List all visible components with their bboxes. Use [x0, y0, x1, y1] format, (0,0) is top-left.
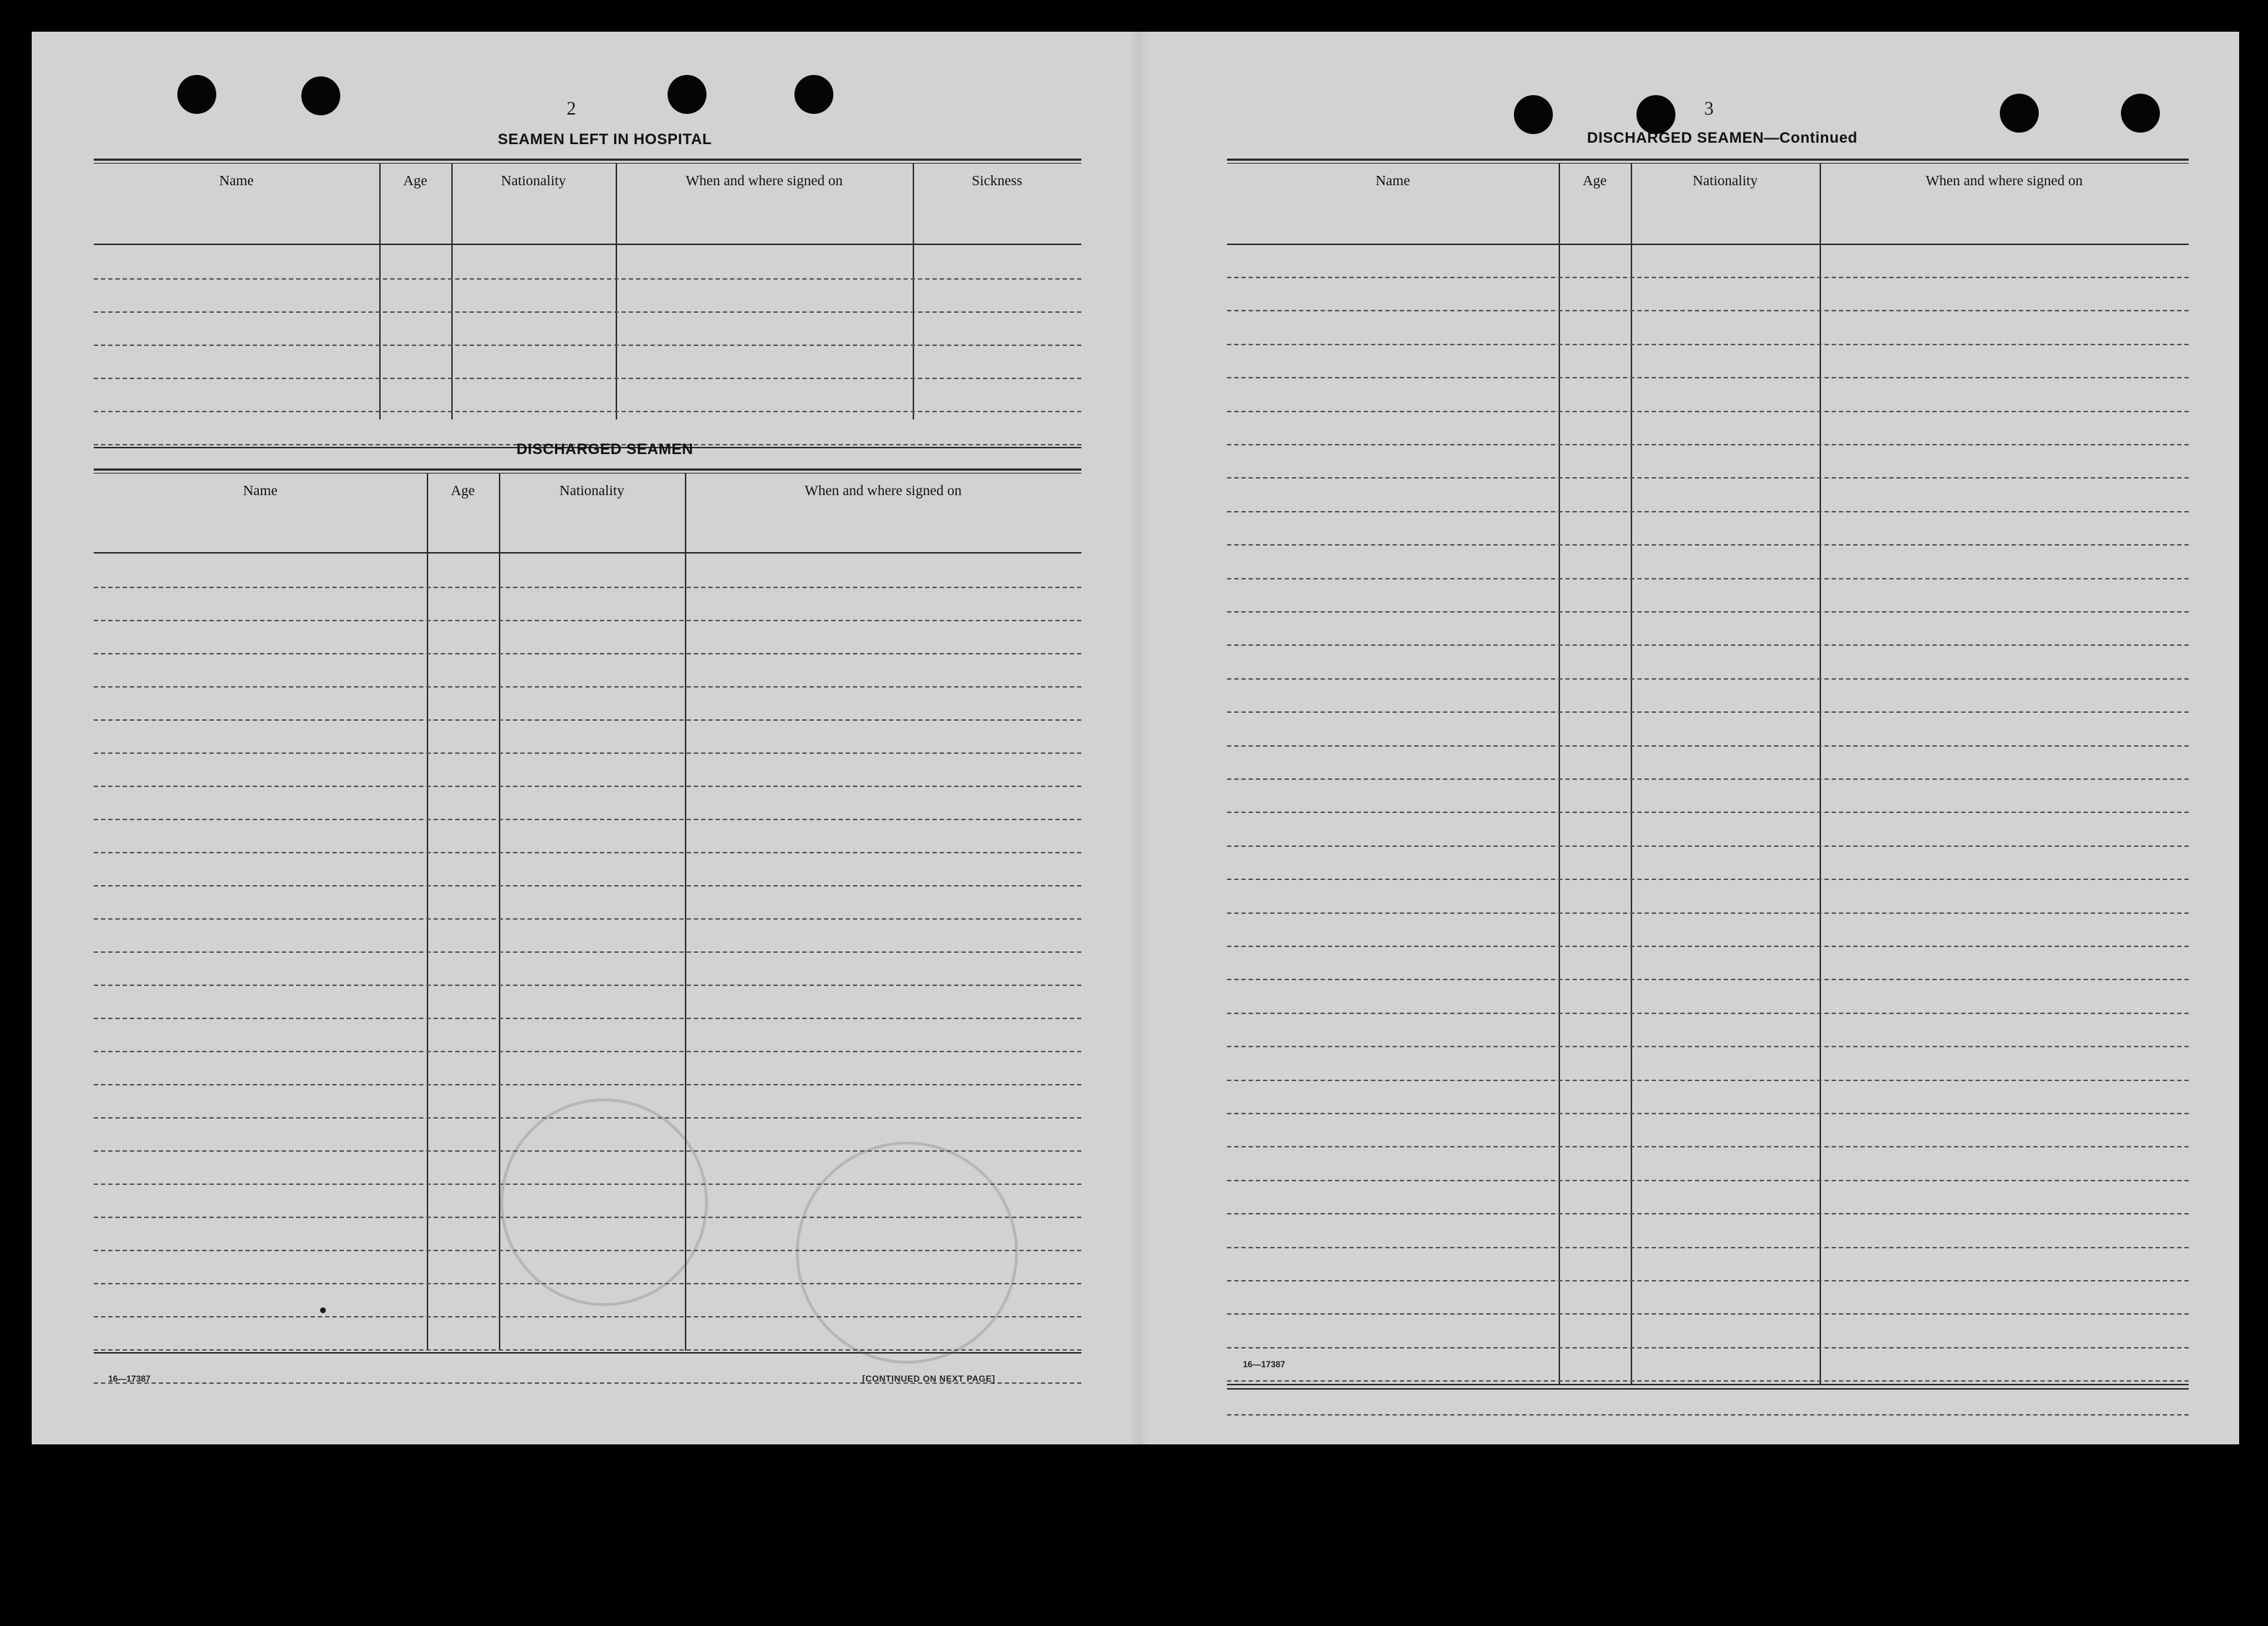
table-row — [1227, 544, 2189, 546]
table-row — [1227, 1046, 2189, 1047]
column-divider — [451, 163, 453, 419]
table-top-rule — [1227, 163, 2189, 164]
table-row — [1227, 1313, 2189, 1315]
punch-hole — [301, 76, 340, 115]
column-divider — [379, 163, 381, 419]
punch-hole — [1514, 95, 1553, 134]
column-header-sickness: Sickness — [972, 173, 1022, 189]
table-top-rule — [1227, 159, 2189, 161]
table-row — [1227, 477, 2189, 479]
table-row — [1227, 778, 2189, 780]
table-row — [94, 719, 1081, 721]
table-row — [94, 620, 1081, 621]
continued-note: [CONTINUED ON NEXT PAGE] — [862, 1374, 996, 1384]
header-rule — [94, 244, 1081, 245]
column-header-nationality: Nationality — [501, 173, 566, 189]
header-rule — [1227, 244, 2189, 245]
hospital-section-title: SEAMEN LEFT IN HOSPITAL — [497, 131, 712, 148]
table-row — [1227, 879, 2189, 880]
table-row — [1227, 1247, 2189, 1248]
column-divider — [1631, 163, 1632, 1384]
table-row — [1227, 444, 2189, 445]
punch-hole — [794, 75, 833, 114]
table-row — [1227, 1080, 2189, 1081]
table-row — [94, 985, 1081, 986]
table-row — [94, 1084, 1081, 1085]
column-divider — [1559, 163, 1560, 1384]
table-bottom-rule — [1227, 1384, 2189, 1385]
table-row — [1227, 1280, 2189, 1281]
page-number: 3 — [1704, 98, 1714, 119]
table-row — [94, 378, 1081, 379]
table-row — [1227, 644, 2189, 646]
form-number: 16—17387 — [108, 1374, 151, 1384]
table-row — [1227, 1113, 2189, 1114]
column-header-signed-on: When and where signed on — [1926, 173, 2083, 189]
left-page — [32, 32, 1135, 1444]
column-divider — [499, 473, 500, 1351]
ink-speck — [320, 1307, 326, 1313]
table-top-rule — [94, 468, 1081, 471]
table-row — [94, 1018, 1081, 1019]
column-header-nationality: Nationality — [559, 483, 624, 499]
table-row — [1227, 845, 2189, 847]
table-top-rule — [94, 159, 1081, 161]
table-row — [1227, 578, 2189, 579]
table-row — [1227, 1213, 2189, 1214]
table-row — [94, 918, 1081, 920]
table-row — [94, 311, 1081, 313]
column-header-signed-on: When and where signed on — [805, 483, 962, 499]
table-row — [1227, 1013, 2189, 1014]
table-row — [1227, 377, 2189, 378]
table-row — [1227, 411, 2189, 412]
table-row — [1227, 1380, 2189, 1382]
table-row — [94, 345, 1081, 346]
table-row — [1227, 310, 2189, 311]
table-row — [1227, 1180, 2189, 1181]
section-title-suffix: —Continued — [1763, 130, 1858, 146]
document-sheet — [32, 32, 2239, 1444]
punch-hole — [177, 75, 216, 114]
column-header-age: Age — [451, 483, 475, 499]
table-row — [1227, 946, 2189, 947]
table-row — [94, 752, 1081, 754]
table-row — [1227, 277, 2189, 278]
table-row — [1227, 511, 2189, 512]
table-row — [1227, 812, 2189, 813]
table-row — [94, 411, 1081, 412]
table-top-rule — [94, 163, 1081, 164]
hospital-table — [94, 159, 1081, 454]
punch-hole — [2000, 94, 2039, 133]
table-row — [94, 1051, 1081, 1052]
column-header-age: Age — [403, 173, 428, 189]
table-row — [1227, 1347, 2189, 1349]
table-row — [94, 686, 1081, 688]
page-number: 2 — [567, 98, 576, 119]
table-row — [1227, 611, 2189, 613]
column-header-name: Name — [219, 173, 254, 189]
form-number: 16—17387 — [1243, 1359, 1285, 1369]
punch-hole — [1636, 95, 1675, 134]
table-row — [1227, 745, 2189, 747]
table-row — [1227, 979, 2189, 980]
table-row — [94, 885, 1081, 887]
column-header-name: Name — [243, 483, 278, 499]
column-divider — [913, 163, 914, 419]
faint-stamp — [500, 1098, 708, 1306]
table-bottom-rule — [1227, 1388, 2189, 1390]
column-divider — [616, 163, 617, 419]
table-row — [94, 653, 1081, 654]
table-top-rule — [94, 473, 1081, 474]
column-divider — [427, 473, 428, 1351]
punch-hole — [2121, 94, 2160, 133]
discharged-continued-title — [1207, 130, 2238, 147]
discharged-continued-table — [1227, 159, 2189, 1391]
column-header-nationality: Nationality — [1693, 173, 1758, 189]
column-divider — [1820, 163, 1821, 1384]
column-header-age: Age — [1582, 173, 1607, 189]
table-row — [94, 786, 1081, 787]
table-row — [1227, 1414, 2189, 1416]
table-row — [94, 278, 1081, 280]
table-row — [1227, 344, 2189, 345]
table-row — [94, 951, 1081, 953]
discharged-section-title: DISCHARGED SEAMEN — [516, 441, 694, 458]
column-header-signed-on: When and where signed on — [686, 173, 843, 189]
faint-stamp — [796, 1142, 1018, 1364]
punch-hole — [668, 75, 706, 114]
table-row — [94, 852, 1081, 853]
header-rule — [94, 552, 1081, 554]
table-row — [1227, 711, 2189, 713]
table-row — [1227, 912, 2189, 914]
section-title-text: DISCHARGED SEAMEN — [1587, 130, 1764, 146]
table-row — [1227, 1146, 2189, 1147]
table-row — [94, 819, 1081, 820]
table-row — [94, 587, 1081, 588]
right-page — [1135, 32, 2239, 1444]
column-header-name: Name — [1376, 173, 1410, 189]
table-row — [1227, 678, 2189, 680]
